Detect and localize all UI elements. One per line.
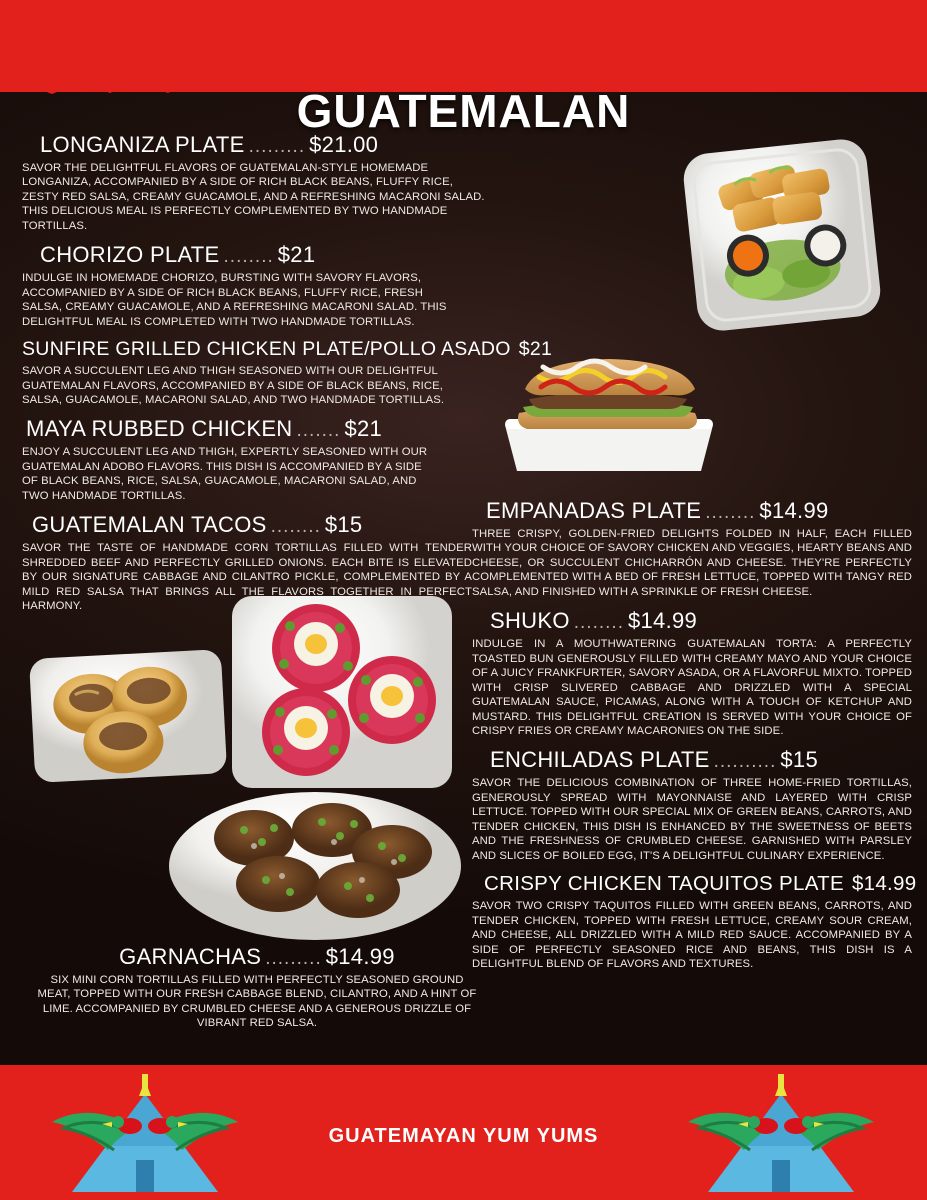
menu-item-name: LONGANIZA PLATE xyxy=(40,132,245,157)
page-title: GUATEMALAN xyxy=(296,85,631,137)
footer-brand-title: GUATEMAYAN YUM YUMS xyxy=(328,1125,599,1147)
menu-item-price: $14.99 xyxy=(627,608,698,634)
menu-item-description: SAVOR A SUCCULENT LEG AND THIGH SEASONED WITH OUR DELIGHTFUL GUATEMALAN FLAVORS, ACCOMPANIED BY A SIDE OF BLACK BEANS, RICE, SALSA, GUACAMOLE, MACARONI SALAD, AND TWO HANDMADE TORTILLAS. xyxy=(22,365,445,406)
menu-item-price: $21 xyxy=(277,242,316,268)
menu-item-header xyxy=(472,498,912,524)
leader-dots: .......... xyxy=(713,752,777,772)
leader-dots: ......... xyxy=(265,949,322,968)
menu-item-name: SUNFIRE GRILLED CHICKEN PLATE/POLLO ASADO xyxy=(22,338,511,361)
leader-dots: ........ xyxy=(705,503,756,522)
menu-item-name: EMPANADAS PLATE xyxy=(486,498,702,523)
menu-item-name: CRISPY CHICKEN TAQUITOS PLATE xyxy=(484,872,844,896)
menu-item-price: $21 xyxy=(518,338,553,361)
menu-item-price: $14.99 xyxy=(851,872,917,896)
menu-item-description: INDULGE IN A MOUTHWATERING GUATEMALAN TORTA: A PERFECTLY TOASTED BUN GENEROUSLY FILLED WITH CREAMY MAYO AND YOUR CHOICE OF A JUICY FRANKFURTER, SAVORY ASADA, OR A FLAVORFUL MIXTO. TOPPED WITH CRISP SLIVERED CABBAGE AND DRIZZLED WITH A SPECIAL GUATEMALAN SAUCE, PICAMAS, ALONG WITH A TOUCH OF KETCHUP AND MUSTARD. THIS DELIGHTFUL CREATION IS SERVED WITH YOUR CHOICE OF CRISPY FRIES OR CREAMY MACARONIES ON THE SIDE. xyxy=(472,638,912,737)
menu-item-shuko xyxy=(472,608,912,738)
menu-item-name: GUATEMALAN TACOS xyxy=(32,512,267,538)
garnachas-photo xyxy=(26,635,230,795)
right-menu-column xyxy=(472,498,917,980)
menu-item-name: CHORIZO PLATE xyxy=(40,242,220,268)
menu-item-header xyxy=(472,608,912,634)
taquitos-plate-photo xyxy=(675,130,890,339)
menu-item-price: $21 xyxy=(344,416,383,442)
leader-dots: ........ xyxy=(270,517,321,537)
leader-dots: ........ xyxy=(573,613,624,633)
menu-item-name: SHUKO xyxy=(490,608,570,634)
menu-item-name: GARNACHAS xyxy=(119,944,262,969)
top-red-band xyxy=(0,0,927,92)
menu-item-description: SAVOR THE TASTE OF HANDMADE CORN TORTILLAS FILLED WITH TENDER SHREDDED BEEF AND PERFECTLY GRILLED ONIONS. EACH BITE IS ELEVATED BY OUR SIGNATURE CABBAGE AND CILANTRO PICKLE, COMPLEMENTED BY A MILD RED SALSA THAT BRINGS ALL THE FLAVORS TOGETHER IN PERFECT HARMONY. xyxy=(22,542,472,613)
menu-item-name: MAYA RUBBED CHICKEN xyxy=(26,416,293,442)
left-menu-column xyxy=(22,132,553,623)
menu-item-maya-rubbed-chicken xyxy=(22,416,492,503)
leader-dots: ......... xyxy=(248,137,306,156)
menu-item-enchiladas-plate xyxy=(472,747,912,863)
menu-item-longaniza-plate xyxy=(22,132,492,233)
leader-dots: ........ xyxy=(223,247,274,267)
menu-item-crispy-chicken-taquitos-plate xyxy=(472,872,917,971)
menu-item-description: ENJOY A SUCCULENT LEG AND THIGH, EXPERTLY SEASONED WITH OUR GUATEMALAN ADOBO FLAVORS. THIS DISH IS ACCOMPANIED BY A SIDE OF BLACK BEANS, RICE, SALSA, GUACAMOLE, MACARONI SALAD, AND TWO HANDMADE TORTILLAS. xyxy=(22,446,428,502)
menu-item-header xyxy=(472,747,912,773)
menu-item-price: $15 xyxy=(780,747,818,773)
menu-item-header xyxy=(22,242,492,268)
menu-item-price: $14.99 xyxy=(325,944,395,969)
menu-item-description: SAVOR THE DELICIOUS COMBINATION OF THREE HOME-FRIED TORTILLAS, GENEROUSLY SPREAD WITH MAYONNAISE AND LAYERED WITH CRISP LETTUCE. TOPPED WITH OUR SPECIAL MIX OF GREEN BEANS, CARROTS, AND TENDER CHICKEN, THIS DISH IS ENHANCED BY THE SWEETNESS OF BEETS AND THE FRESHNESS OF CRUMBLED CHEESE. GARNISHED WITH PARSLEY AND SLICES OF BOILED EGG, IT'S A DELIGHTFUL CULINARY EXPERIENCE. xyxy=(472,777,912,862)
menu-item-description: SAVOR TWO CRISPY TAQUITOS FILLED WITH GREEN BEANS, CARROTS, AND TENDER CHICKEN, TOPPED WITH FRESH LETTUCE, CREAMY SOUR CREAM, AND CHEESE, ALL DRIZZLED WITH A MILD RED SAUCE. ACCOMPANIED BY A SIDE OF PERFECTLY SEASONED RICE AND BEANS, THIS DISH IS A DELIGHTFUL BLEND OF FLAVORS AND TEXTURES. xyxy=(472,900,912,970)
menu-item-header xyxy=(22,944,492,970)
menu-item-empanadas-plate xyxy=(472,498,912,599)
tacos-photo xyxy=(166,780,464,942)
menu-item-header xyxy=(22,338,553,361)
leader-dots: ....... xyxy=(296,421,341,441)
menu-item-price: $21.00 xyxy=(309,132,379,157)
menu-item-header xyxy=(472,872,917,896)
menu-item-header xyxy=(22,512,492,538)
menu-item-description: THREE CRISPY, GOLDEN-FRIED DELIGHTS FOLDED IN HALF, EACH FILLED WITH YOUR CHOICE OF SAVORY CHICKEN AND VEGGIES, HEARTY BEANS AND CHEESE, OR SUCCULENT CHICHARRÓN AND CHEESE. THEY'RE PERFECTLY COMPLEMENTED WITH A BED OF FRESH LETTUCE, TOPPED WITH TANGY RED SALSA, AND FINISHED WITH A SPRINKLE OF FRESH CHEESE. xyxy=(472,528,912,598)
menu-item-price: $14.99 xyxy=(759,498,829,523)
menu-item-header xyxy=(22,416,492,442)
menu-item-description: INDULGE IN HOMEMADE CHORIZO, BURSTING WITH SAVORY FLAVORS, ACCOMPANIED BY A SIDE OF RICH BLACK BEANS, FLUFFY RICE, FRESH SALSA, CREAMY GUACAMOLE, AND A REFRESHING MACARONI SALAD. THIS DELIGHTFUL MEAL IS COMPLETED WITH TWO HANDMADE TORTILLAS. xyxy=(22,272,447,328)
menu-item-chorizo-plate xyxy=(22,242,492,329)
menu-item-garnachas xyxy=(22,944,492,1031)
menu-item-sunfire-grilled-chicken-plate xyxy=(22,338,553,407)
menu-item-description: SIX MINI CORN TORTILLAS FILLED WITH PERFECTLY SEASONED GROUND MEAT, TOPPED WITH OUR FRESH CABBAGE BLEND, CILANTRO, AND A HINT OF LIME. ACCOMPANIED BY CRUMBLED CHEESE AND A GENEROUS DRIZZLE OF VIBRANT RED SALSA. xyxy=(37,974,477,1030)
menu-item-guatemalan-tacos xyxy=(22,512,492,613)
menu-item-description: SAVOR THE DELIGHTFUL FLAVORS OF GUATEMALAN-STYLE HOMEMADE LONGANIZA, ACCOMPANIED BY A SIDE OF RICH BLACK BEANS, FLUFFY RICE, ZESTY RED SALSA, CREAMY GUACAMOLE, AND A REFRESHING MACARONI SALAD. THIS DELICIOUS MEAL IS PERFECTLY COMPLEMENTED BY TWO HANDMADE TORTILLAS. xyxy=(22,162,485,232)
menu-item-price: $15 xyxy=(324,512,363,538)
menu-item-name: ENCHILADAS PLATE xyxy=(490,747,710,773)
